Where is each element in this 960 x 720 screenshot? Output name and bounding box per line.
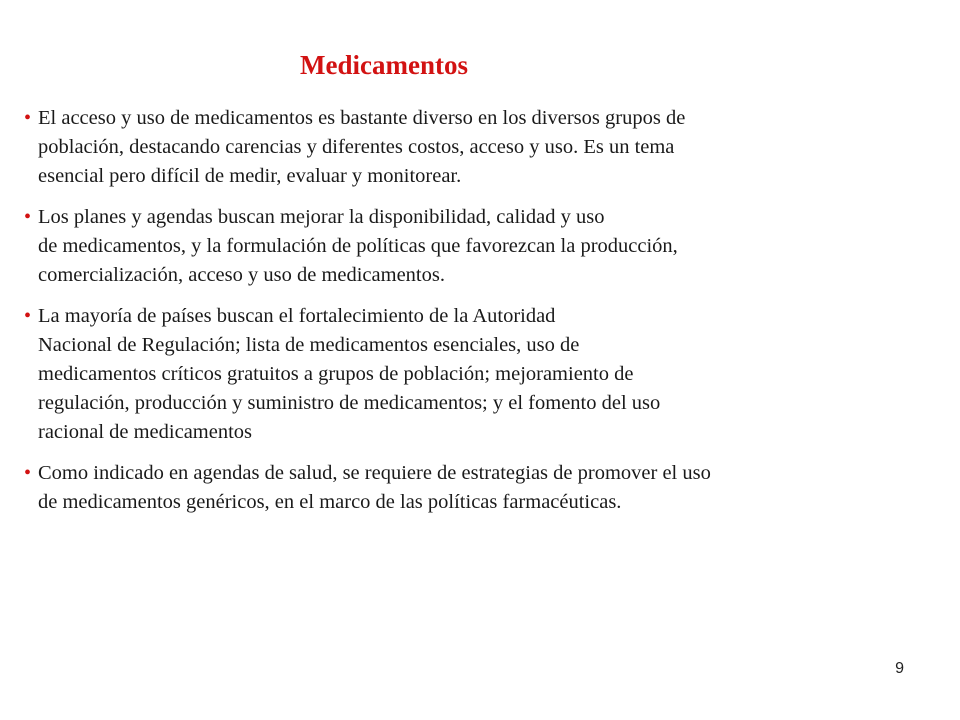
bullet-line: esencial pero difícil de medir, evaluar y monitorear. [38, 165, 462, 187]
bullet-list [24, 104, 944, 529]
bullet-line: población, destacando carencias y diferentes costos, acceso y uso. Es un tema [38, 136, 675, 158]
bullet-dot-icon: • [24, 107, 32, 129]
bullet-dot-icon: • [24, 305, 32, 327]
bullet-line: medicamentos críticos gratuitos a grupos de población; mejoramiento de [38, 363, 634, 385]
bullet-line: Nacional de Regulación; lista de medicamentos esenciales, uso de [38, 334, 580, 356]
bullet-line: La mayoría de países buscan el fortalecimiento de la Autoridad [38, 305, 556, 327]
bullet-line: comercialización, acceso y uso de medicamentos. [38, 264, 445, 286]
bullet-item-regulation [24, 302, 944, 447]
bullet-line: racional de medicamentos [38, 421, 253, 443]
bullet-line: regulación, producción y suministro de medicamentos; y el fomento del uso [38, 392, 661, 414]
bullet-line: de medicamentos, y la formulación de políticas que favorezcan la producción, [38, 235, 678, 257]
bullet-dot-icon: • [24, 206, 32, 228]
bullet-line: Como indicado en agendas de salud, se requiere de estrategias de promover el uso [38, 462, 711, 484]
bullet-line: de medicamentos genéricos, en el marco de las políticas farmacéuticas. [38, 491, 622, 513]
bullet-item-access [24, 104, 944, 191]
page-number: 9 [895, 660, 904, 677]
bullet-line: Los planes y agendas buscan mejorar la disponibilidad, calidad y uso [38, 206, 605, 228]
slide-title: Medicamentos [300, 50, 468, 80]
bullet-dot-icon: • [24, 462, 32, 484]
bullet-item-plans [24, 203, 944, 290]
bullet-line: El acceso y uso de medicamentos es bastante diverso en los diversos grupos de [38, 107, 686, 129]
bullet-item-generics [24, 459, 944, 517]
